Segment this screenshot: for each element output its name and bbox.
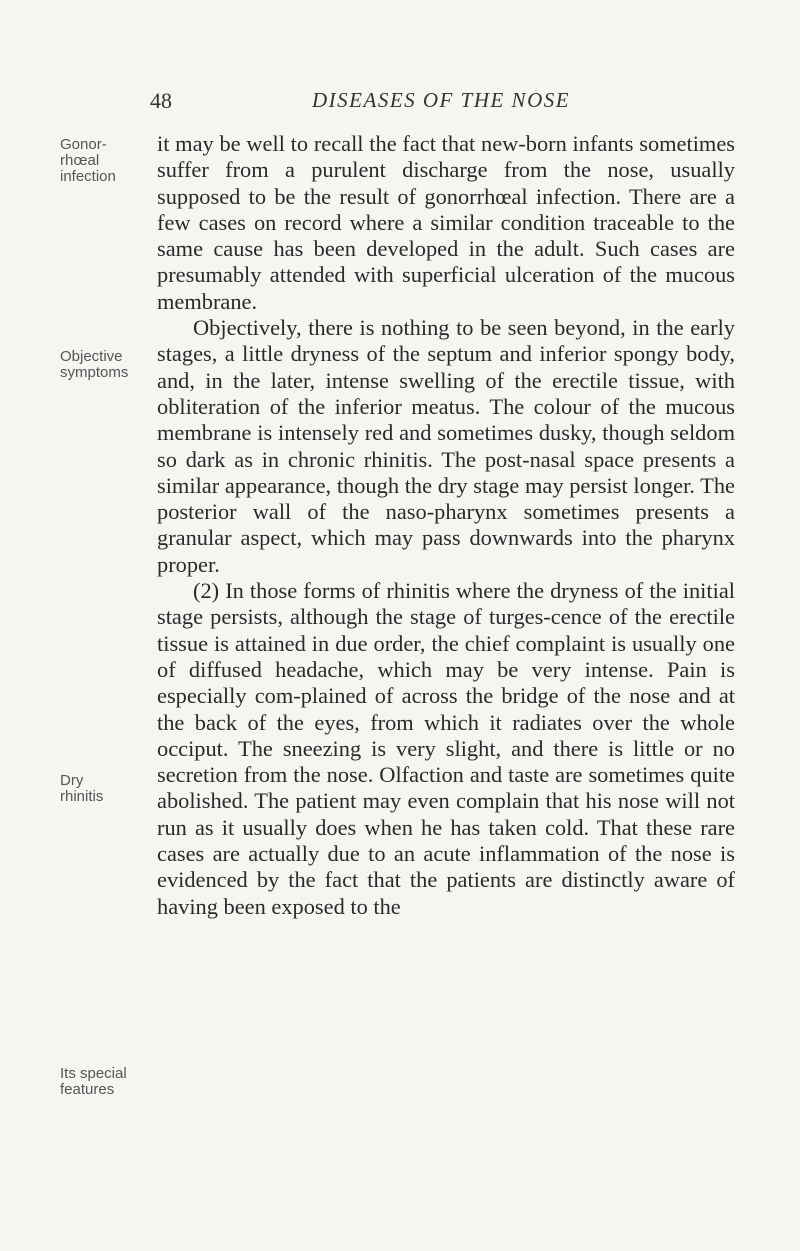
page-header [150,88,710,118]
margin-note-gonorrhoeal-infection: Gonor- rhœal infection [60,136,116,185]
page-number: 48 [150,88,172,113]
paragraph-gonorrhoeal: it may be well to recall the fact that new-born infants sometimes suffer from a purulent discharge from the nose, usually supposed to be the result of gonorrhœal infection. There are a few cases on record where a similar condition traceable to the same cause has been developed in the adult. Such cases are presumably attended with superficial ulceration of the mucous membrane. [157,131,735,314]
margin-note-dry-rhinitis: Dry rhinitis [60,772,104,805]
running-title: DISEASES OF THE NOSE [312,88,571,112]
body-text [157,131,735,920]
paragraph-objective: Objectively, there is nothing to be seen beyond, in the early stages, a little dryness of the septum and inferior spongy body, and, in the later, intense swelling of the erectile tissue, with obliteration of the inferior meatus. The colour of the mucous membrane is intensely red and sometimes dusky, though seldom so dark as in chronic rhinitis. The post-nasal space presents a similar appearance, though the dry stage may persist longer. The posterior wall of the naso-pharynx sometimes presents a granular aspect, which may pass downwards into the pharynx proper. [157,315,735,577]
margin-note-objective-symptoms: Objective symptoms [60,348,129,381]
paragraph-dry-rhinitis: (2) In those forms of rhinitis where the dryness of the initial stage persists, although the stage of turges-cence of the erectile tissue is attained in due order, the chief complaint is usually one of diffused headache, which may be very intense. Pain is especially com-plained of across the bridge of the nose and at the back of the eyes, from which it radiates over the whole occiput. The sneezing is very slight, and there is little or no secretion from the nose. Olfaction and taste are sometimes quite abolished. The patient may even complain that his nose will not run as it usually does when he has taken cold. That these rare cases are actually due to an acute inflammation of the nose is evidenced by the fact that the patients are distinctly aware of having been exposed to the [157,578,735,919]
margin-note-special-features: Its special features [60,1065,127,1098]
